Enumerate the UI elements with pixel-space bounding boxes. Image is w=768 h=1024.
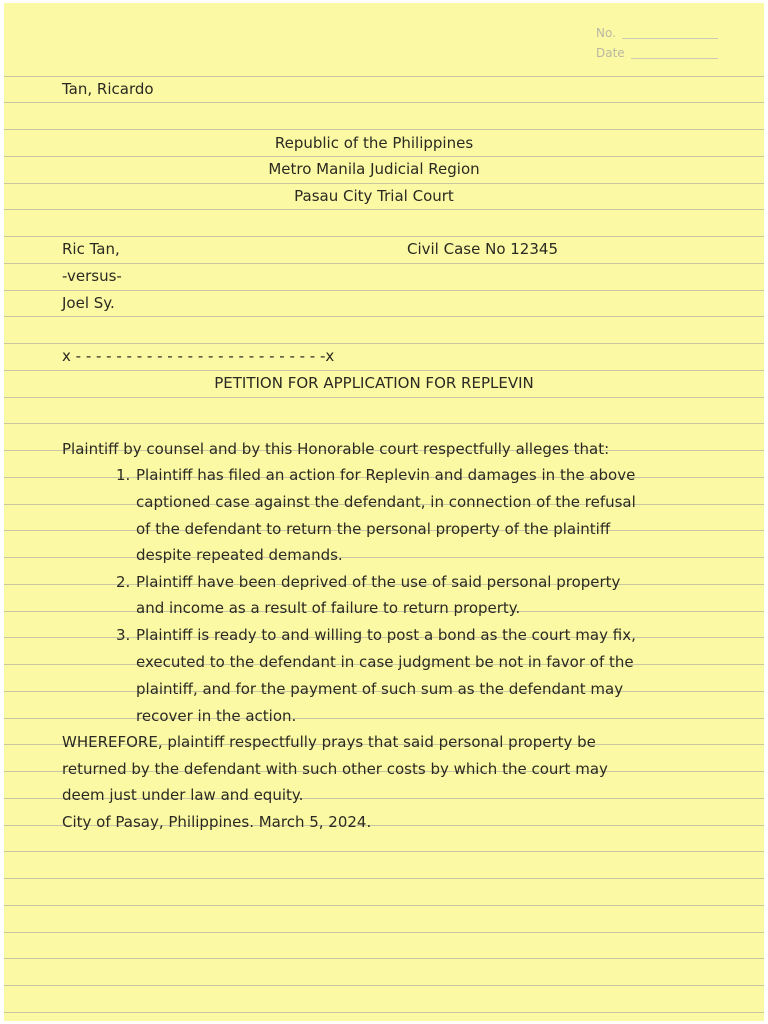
intro-paragraph: Plaintiff by counsel and by this Honorable court respectfully alleges that: [62, 440, 610, 458]
court-line-1: Republic of the Philippines [274, 134, 474, 152]
page-header-box [596, 23, 726, 63]
item-number: 3. [116, 626, 131, 644]
ruled-line [4, 316, 764, 317]
no-blank-line [622, 38, 718, 39]
wherefore-line: WHEREFORE, plaintiff respectfully prays that said personal property be [62, 733, 596, 751]
item-line: Plaintiff has filed an action for Replevin and damages in the above [136, 466, 636, 484]
closing-place-date: City of Pasay, Philippines. March 5, 2024. [62, 813, 372, 831]
ruled-line [4, 905, 764, 906]
item-line: of the defendant to return the personal property of the plaintiff [136, 520, 611, 538]
ruled-line [4, 851, 764, 852]
versus-label: -versus- [62, 267, 122, 285]
ruled-line [4, 718, 764, 719]
item-line: despite repeated demands. [136, 546, 343, 564]
court-line-2: Metro Manila Judicial Region [268, 160, 480, 178]
ruled-line [4, 985, 764, 986]
caption-separator: x - - - - - - - - - - - - - - - - - - - - - - - - -x [62, 347, 335, 365]
date-field [596, 43, 726, 63]
date-blank-line [631, 58, 718, 59]
ruled-line [4, 878, 764, 879]
item-number: 1. [116, 466, 131, 484]
ruled-line [4, 1012, 764, 1013]
author-name: Tan, Ricardo [62, 80, 154, 98]
item-line: Plaintiff is ready to and willing to post a bond as the court may fix, [136, 626, 636, 644]
ruled-line [4, 932, 764, 933]
wherefore-line: deem just under law and equity. [62, 786, 304, 804]
item-number: 2. [116, 573, 131, 591]
ruled-line [4, 423, 764, 424]
item-line: captioned case against the defendant, in connection of the refusal [136, 493, 636, 511]
item-line: and income as a result of failure to return property. [136, 599, 521, 617]
ruled-line [4, 397, 764, 398]
ruled-line [4, 102, 764, 103]
ruled-line [4, 557, 764, 558]
legal-pad-page [4, 3, 764, 1021]
item-line: Plaintiff have been deprived of the use of said personal property [136, 573, 621, 591]
no-label: No. [596, 26, 616, 40]
no-field [596, 23, 726, 43]
item-line: plaintiff, and for the payment of such sum as the defendant may [136, 680, 624, 698]
court-line-3: Pasau City Trial Court [294, 187, 454, 205]
plaintiff-name: Ric Tan, [62, 240, 120, 258]
defendant-name: Joel Sy. [62, 294, 115, 312]
item-line: executed to the defendant in case judgment be not in favor of the [136, 653, 634, 671]
ruled-line [4, 209, 764, 210]
ruled-line [4, 958, 764, 959]
wherefore-line: returned by the defendant with such other costs by which the court may [62, 760, 608, 778]
date-label: Date [596, 46, 625, 60]
petition-title: PETITION FOR APPLICATION FOR REPLEVIN [214, 374, 534, 392]
case-number: Civil Case No 12345 [407, 240, 558, 258]
item-line: recover in the action. [136, 707, 297, 725]
ruled-line [4, 290, 764, 291]
